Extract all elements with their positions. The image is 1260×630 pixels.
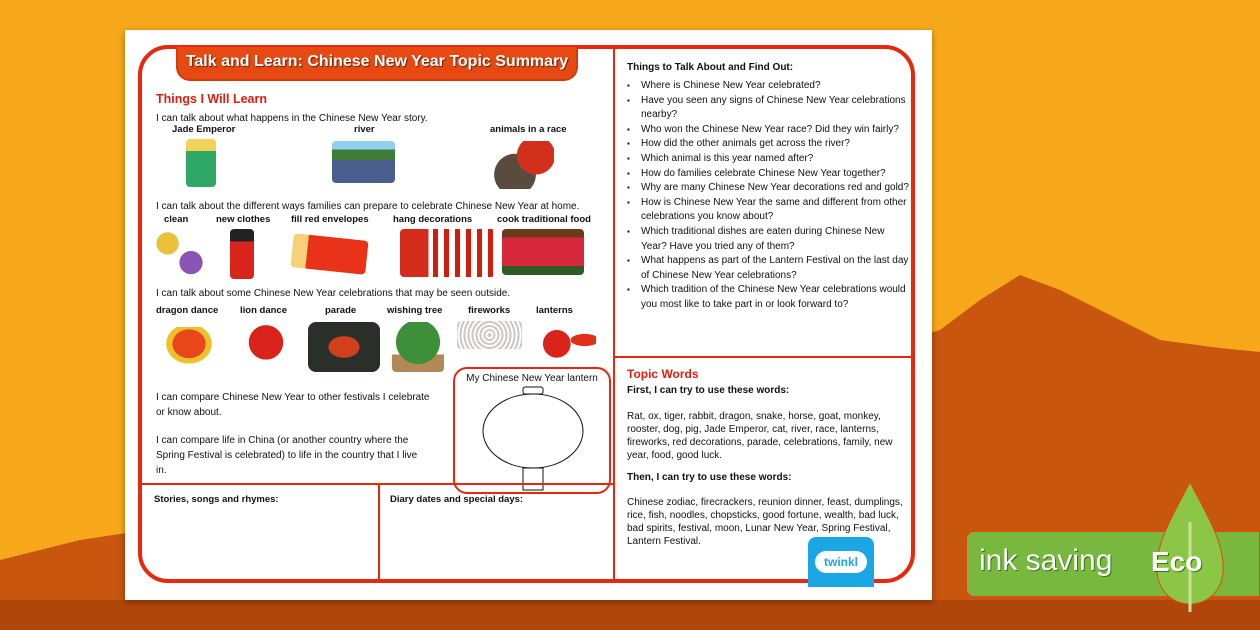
question-item: ▪ Why are many Chinese New Year decorations red and gold? [625, 181, 910, 196]
label-lion-dance: lion dance [240, 305, 287, 316]
right-divider [613, 356, 911, 358]
lion-dance-icon [246, 324, 286, 370]
question-item: ▪ Who won the Chinese New Year race? Did they win fairly? [625, 123, 910, 138]
label-wishing-tree: wishing tree [387, 305, 443, 316]
lantern-outline-icon [455, 385, 609, 495]
talk-about-list [625, 79, 910, 313]
eco-badge-bold: Eco [1151, 546, 1203, 577]
question-item: ▪ How do families celebrate Chinese New Year together? [625, 167, 910, 182]
fireworks-icon [457, 321, 522, 349]
topic-words-heading: Topic Words [627, 367, 699, 381]
eco-ink-saving-badge [966, 531, 1260, 597]
question-item: ▪ Where is Chinese New Year celebrated? [625, 79, 910, 94]
question-item: ▪ Have you seen any signs of Chinese New Year celebrations nearby? [625, 94, 910, 123]
eco-badge-text: ink saving [979, 544, 1113, 577]
stories-heading: Stories, songs and rhymes: [154, 494, 279, 505]
first-words-label: First, I can try to use these words: [627, 385, 790, 396]
red-envelope-icon [290, 233, 368, 275]
then-words-text: Chinese zodiac, firecrackers, reunion dinner, feast, dumplings, rice, fish, noodles, chopsticks, good fortune, wealth, bad luck, bad spirits, festival, moon, Lunar New Year, Spring Festival, Lantern Festival. [627, 497, 903, 547]
river-icon [332, 141, 395, 183]
question-item: ▪ Which tradition of the Chinese New Year celebrations would you most like to take part in or look forward to? [625, 283, 910, 312]
twinkl-logo: twinkl [808, 537, 874, 587]
topic-summary-sheet [125, 30, 932, 600]
label-lanterns: lanterns [536, 305, 573, 316]
label-new-clothes: new clothes [216, 214, 271, 225]
question-item: ▪ What happens as part of the Lantern Festival on the last day of Chinese New Year celebrations? [625, 254, 910, 283]
label-jade-emperor: Jade Emperor [172, 124, 236, 135]
diary-heading: Diary dates and special days: [390, 494, 524, 505]
story-intro: I can talk about what happens in the Chinese New Year story. [156, 113, 428, 124]
wishing-tree-icon [392, 322, 444, 372]
column-divider [613, 49, 615, 579]
lantern-drawing-box[interactable] [453, 367, 611, 494]
question-item: ▪ How did the other animals get across the river? [625, 137, 910, 152]
dragon-dance-icon [160, 327, 218, 369]
animals-race-icon [494, 141, 554, 189]
bottom-divider [378, 483, 380, 579]
question-item: ▪ Which animal is this year named after? [625, 152, 910, 167]
question-item: ▪ How is Chinese New Year the same and different from other celebrations you know about? [625, 196, 910, 225]
talk-about-heading: Things to Talk About and Find Out: [627, 62, 794, 73]
compare-life-text: I can compare life in China (or another country where the Spring Festival is celebrated) to life in the country that I live in. [156, 435, 418, 476]
jade-emperor-icon [186, 139, 216, 187]
first-words-text: Rat, ox, tiger, rabbit, dragon, snake, horse, goat, monkey, rooster, dog, pig, Jade Emperor, cat, river, race, lanterns, fireworks, red decorations, parade, celebrations, family, new year, food, good luck. [627, 411, 893, 461]
food-table-icon [502, 229, 584, 275]
compare-festivals-text: I can compare Chinese New Year to other festivals I celebrate or know about. [156, 392, 430, 418]
cleaning-icon [152, 229, 204, 277]
lanterns-icon [540, 321, 596, 359]
label-fireworks: fireworks [468, 305, 511, 316]
new-clothes-icon [230, 229, 254, 279]
then-words-label: Then, I can try to use these words: [627, 472, 792, 483]
label-river: river [354, 124, 375, 135]
label-parade: parade [325, 305, 357, 316]
prepare-intro: I can talk about the different ways families can prepare to celebrate Chinese New Year at home. [156, 201, 580, 212]
label-clean: clean [164, 214, 189, 225]
parade-icon [308, 322, 380, 372]
label-cook-food: cook traditional food [497, 214, 591, 225]
label-dragon-dance: dragon dance [156, 305, 219, 316]
label-red-envelopes: fill red envelopes [291, 214, 369, 225]
things-i-will-learn-heading: Things I Will Learn [156, 92, 268, 106]
sheet-frame [138, 45, 915, 583]
decorations-icon [400, 229, 495, 277]
label-animals-race: animals in a race [490, 124, 567, 135]
question-item: ▪ Which traditional dishes are eaten during Chinese New Year? Have you tried any of them? [625, 225, 910, 254]
sheet-title: Talk and Learn: Chinese New Year Topic Summary [176, 47, 578, 81]
outside-intro: I can talk about some Chinese New Year celebrations that may be seen outside. [156, 288, 511, 299]
label-hang-decorations: hang decorations [393, 214, 473, 225]
lantern-box-title: My Chinese New Year lantern [466, 373, 598, 384]
